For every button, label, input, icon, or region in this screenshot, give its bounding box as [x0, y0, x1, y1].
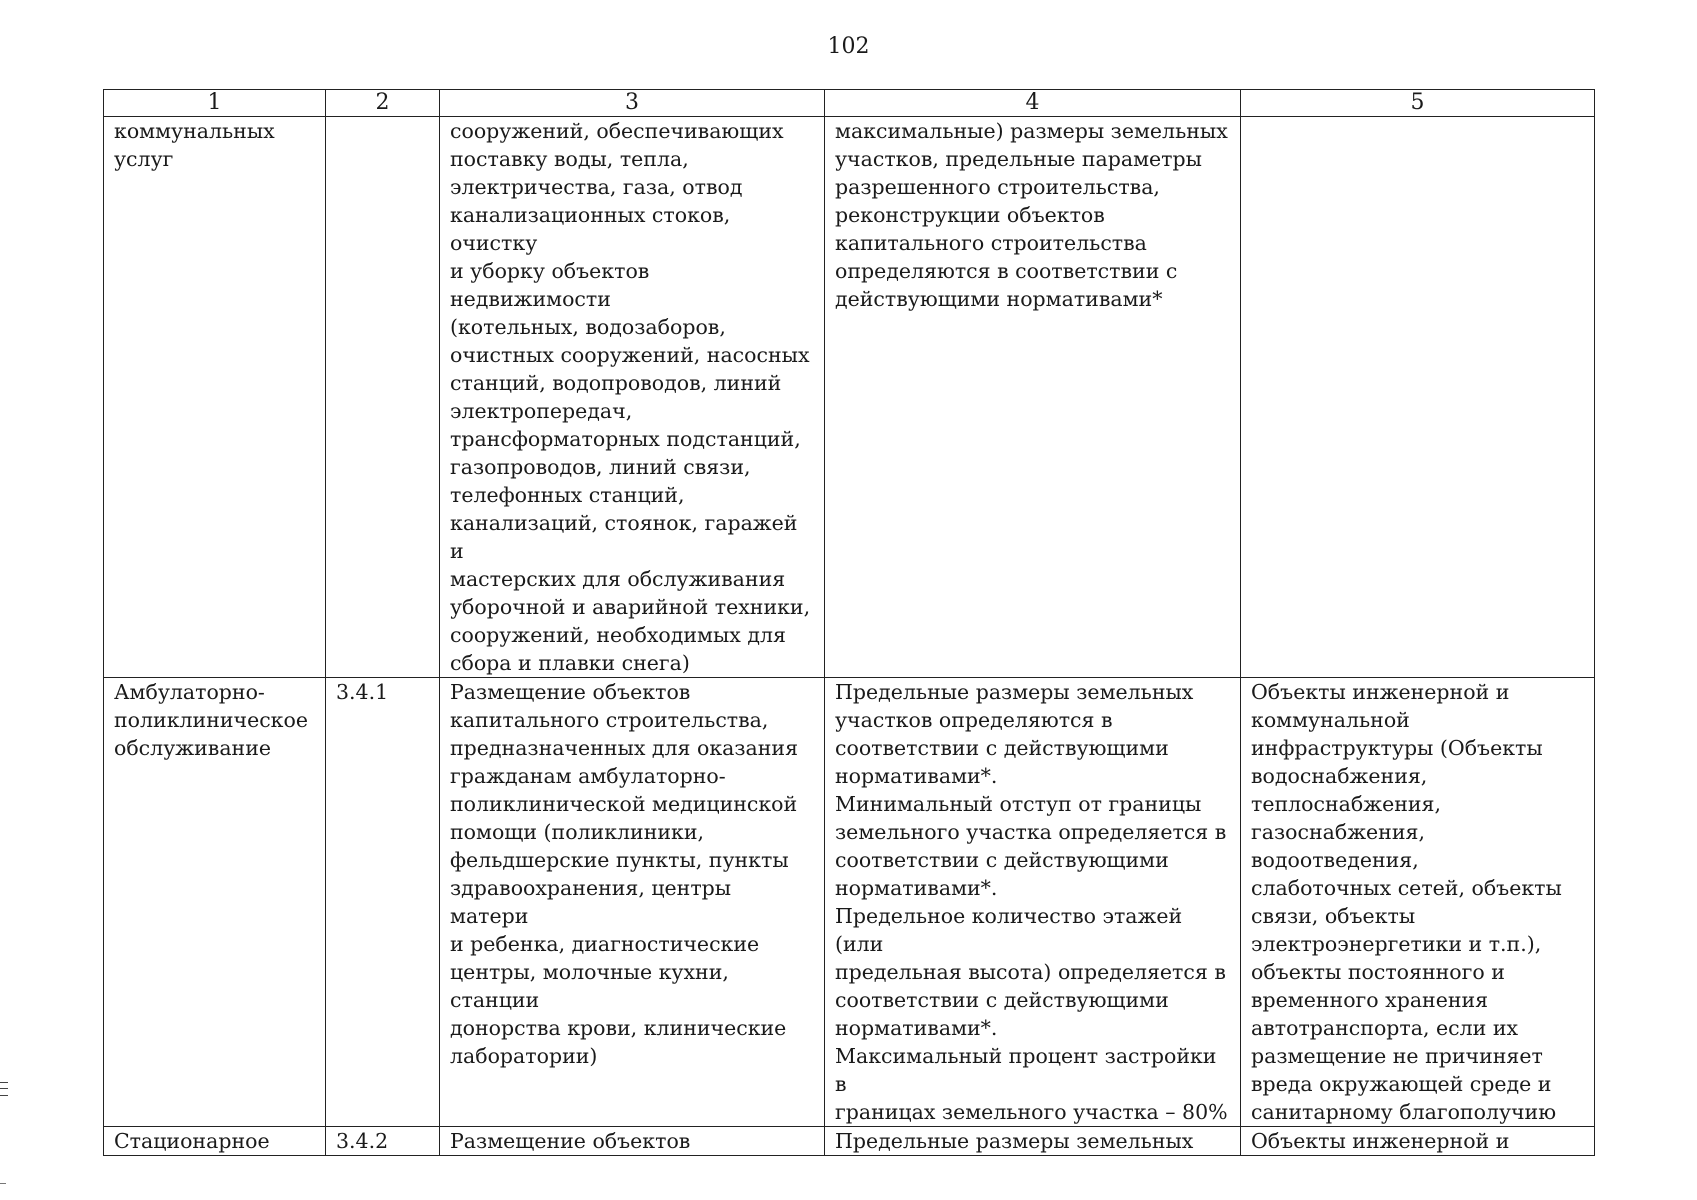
header-row [104, 90, 1595, 117]
use-code-cell: 3.4.1 [326, 678, 440, 1127]
use-code-cell: 3.4.2 [326, 1127, 440, 1156]
auxiliary-uses-cell: Объекты инженерной и коммунальной инфраструктуры (Объекты водоснабжения, теплоснабжения, газоснабжения, водоотведения, слаботочных сетей, объекты связи, объекты электроэнергетики и т.п.), объекты постоянного и временного хранения автотранспорта, если их размещение не причиняет вреда окружающей среде и санитарному благополучию [1241, 678, 1595, 1127]
parameters-cell: Предельные размеры земельных [825, 1127, 1241, 1156]
table-row [104, 678, 1595, 1127]
column-header-5: 5 [1241, 90, 1595, 117]
use-description-cell: сооружений, обеспечивающих поставку воды, тепла, электричества, газа, отвод канализационных стоков, очистку и уборку объектов недвижимости (котельных, водозаборов, очистных сооружений, насосных станций, водопроводов, линий электропередач, трансформаторных подстанций, газопроводов, линий связи, телефонных станций, канализаций, стоянок, гаражей и мастерских для обслуживания уборочной и аварийной техники, сооружений, необходимых для сбора и плавки снега) [440, 117, 825, 678]
land-use-table [103, 89, 1595, 1156]
column-header-1: 1 [104, 90, 326, 117]
column-header-4: 4 [825, 90, 1241, 117]
binding-edge-mark [0, 1082, 8, 1096]
use-code-cell [326, 117, 440, 678]
table-row [104, 1127, 1595, 1156]
table-row [104, 117, 1595, 678]
parameters-cell: максимальные) размеры земельных участков, предельные параметры разрешенного строительства, реконструкции объектов капитального строительства определяются в соответствии с действующими нормативами* [825, 117, 1241, 678]
use-name-cell: Стационарное [104, 1127, 326, 1156]
use-name-cell: Амбулаторно- поликлиническое обслуживание [104, 678, 326, 1127]
page-number: 102 [827, 34, 870, 59]
auxiliary-uses-cell: Объекты инженерной и [1241, 1127, 1595, 1156]
use-name-cell: коммунальных услуг [104, 117, 326, 678]
column-header-3: 3 [440, 90, 825, 117]
parameters-cell: Предельные размеры земельных участков определяются в соответствии с действующими нормативами*. Минимальный отступ от границы земельного участка определяется в соответствии с действующими нормативами*. Предельное количество этажей (или предельная высота) определяется в соответствии с действующими нормативами*. Максимальный процент застройки в границах земельного участка – 80% [825, 678, 1241, 1127]
use-description-cell: Размещение объектов капитального строительства, предназначенных для оказания гражданам амбулаторно- поликлинической медицинской помощи (поликлиники, фельдшерские пункты, пункты здравоохранения, центры матери и ребенка, диагностические центры, молочные кухни, станции донорства крови, клинические лаборатории) [440, 678, 825, 1127]
column-header-2: 2 [326, 90, 440, 117]
binding-edge-tick [0, 1183, 6, 1184]
auxiliary-uses-cell [1241, 117, 1595, 678]
use-description-cell: Размещение объектов [440, 1127, 825, 1156]
